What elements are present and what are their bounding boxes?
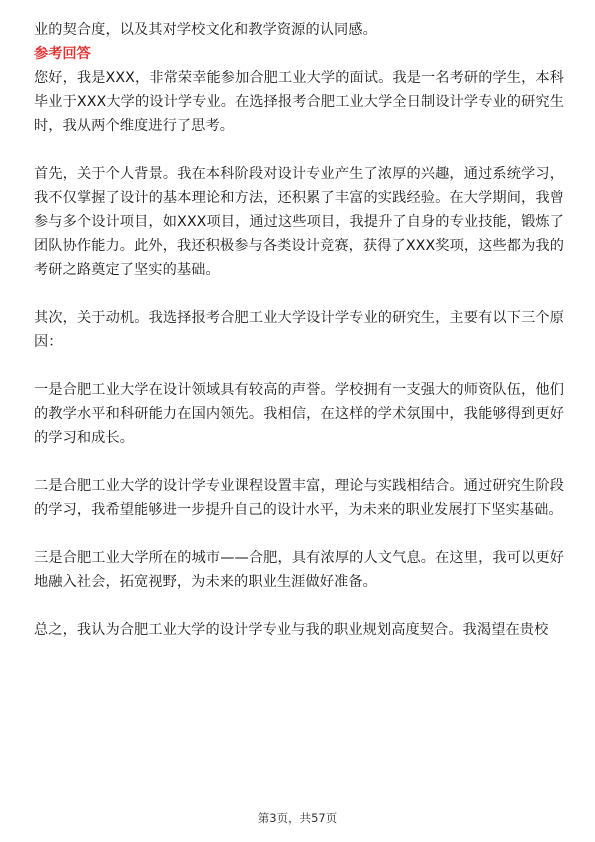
page-footer bbox=[0, 810, 595, 826]
paragraph-motivation: 其次，关于动机。我选择报考合肥工业大学设计学专业的研究生，主要有以下三个原因： bbox=[34, 310, 564, 350]
page-number-text: 第3页，共57页 bbox=[257, 811, 338, 825]
answer-label: 参考回答 bbox=[34, 46, 91, 62]
paragraph-reason-one: 一是合肥工业大学在设计领域具有较高的声誉。学校拥有一支强大的师资队伍，他们的教学水平和科研能力在国内领先。我相信，在这样的学术氛围中，我能够得到更好的学习和成长。 bbox=[34, 382, 564, 446]
paragraph-reason-two: 二是合肥工业大学的设计学专业课程设置丰富，理论与实践相结合。通过研究生阶段的学习，我希望能够进一步提升自己的设计水平，为未来的职业发展打下坚实基础。 bbox=[34, 478, 564, 518]
paragraph-background: 首先，关于个人背景。我在本科阶段对设计专业产生了浓厚的兴趣，通过系统学习，我不仅掌握了设计的基本理论和方法，还积累了丰富的实践经验。在大学期间，我曾参与多个设计项目，如XXX项目，通过这些项目，我提升了自身的专业技能，锻炼了团队协作能力。此外，我还积极参与各类设计竞赛，获得了XXX奖项，这些都为我的考研之路奠定了坚实的基础。 bbox=[34, 166, 564, 278]
intro-tail-text: 业的契合度，以及其对学校文化和教学资源的认同感。 bbox=[34, 22, 377, 38]
paragraph-conclusion: 总之，我认为合肥工业大学的设计学专业与我的职业规划高度契合。我渴望在贵校 bbox=[34, 622, 549, 638]
document-body bbox=[34, 18, 564, 642]
paragraph-greeting: 您好，我是XXX，非常荣幸能参加合肥工业大学的面试。我是一名考研的学生，本科毕业于XXX大学的设计学专业。在选择报考合肥工业大学全日制设计学专业的研究生时，我从两个维度进行了思考。 bbox=[34, 70, 564, 134]
paragraph-reason-three: 三是合肥工业大学所在的城市——合肥，具有浓厚的人文气息。在这里，我可以更好地融入社会，拓宽视野，为未来的职业生涯做好准备。 bbox=[34, 550, 564, 590]
